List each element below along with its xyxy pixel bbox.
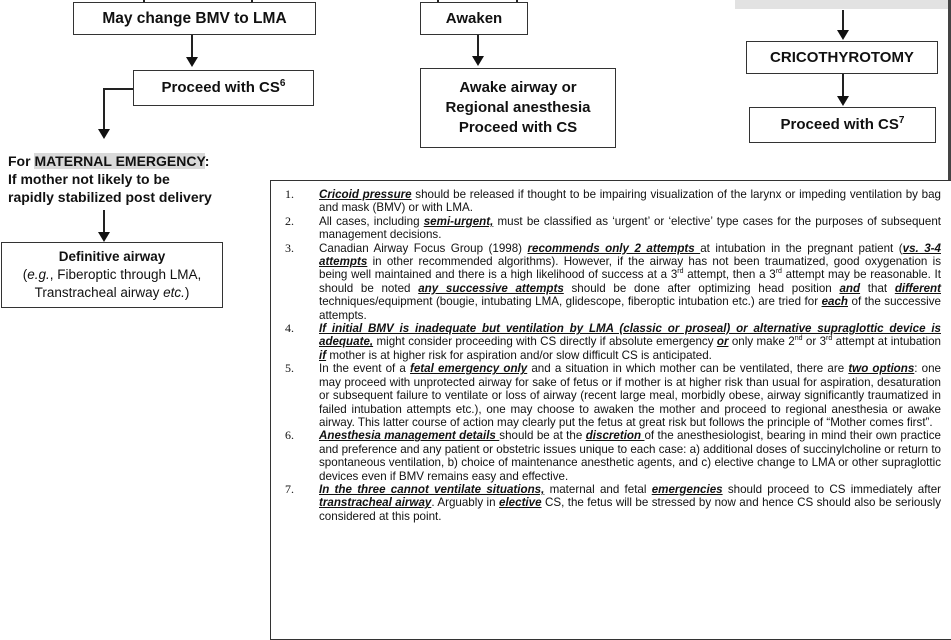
arrow-down-icon [837,96,849,106]
elective-cs-box-partial [735,0,948,9]
box-label: CRICOTHYROTOMY [770,48,914,66]
note-item: 7. In the three cannot ventilate situations, maternal and fetal emergencies should proceed to CS immediately after transtracheal airway. Arguably in elective CS, the fetus will be stressed by now and hence CS should also be seriously considered at this point. [285,481,942,523]
connector-line [191,35,193,59]
arrow-down-icon [98,232,110,242]
connector-line [842,74,844,98]
maternal-emergency-highlight: MATERNAL EMERGENCY [34,153,205,169]
arrow-down-icon [472,56,484,66]
box-definitive-airway: Definitive airway (e.g., Fiberoptic through LMA, Transtracheal airway etc.) [1,242,223,308]
box-label: Proceed with $CS^7$ [780,115,905,133]
connector-line [103,210,105,234]
note-item: 1. Cricoid pressure should be released if thought to be impairing visualization of the larynx or impeding ventilation by bag and mask (BMV) or with LMA. [285,187,941,215]
box-change-bmv-to-lma [73,2,316,35]
note-item: 2. All cases, including semi-urgent, must be classified as ‘urgent’ or ‘elective’ type cases for the purposes of subsequent management decisions. [285,213,941,242]
connector-line [477,35,479,58]
box-label: Awaken [445,9,503,27]
footnotes-panel [270,180,951,640]
box-label: May change BMV to LMA [102,9,287,27]
box-proceed-cs-6 [133,70,314,106]
box-awaken [420,2,528,35]
note-item: 6. Anesthesia management details should be at the discretion of the anesthesiologist, bearing in mind their own practice and preference and any patient or obstetric issues unique to each case: a) additional doses of succinylcholine or return to spontaneous ventilation, b) choice of maintenance anesthetic agents, and c) elective change to LMA or other supraglottic devices even if BMV remains easy and effective. [285,428,941,483]
note-item: 3. Canadian Airway Focus Group (1998) recommends only 2 attempts at intubation in the pregnant patient (vs. 3-4 attempts in other recommended algorithms). However, if the airway has not been traumatized, good oxygenation is being well maintained and there is a high likelihood of success at a 3rd attempt, then a 3rd attempt may be reasonable. It should be noted any successive attempts should be done after optimizing head position and that different techniques/equipment (bougie, intubating LMA, glidescope, fiberoptic intubation etc.) are tried for each of the successive attempts. [285,240,941,322]
connector-line [103,88,133,90]
box-awake-airway: Awake airway or Regional anesthesia Proceed with CS [420,68,616,148]
note-item: 4. If initial BMV is inadequate but ventilation by LMA (classic or proseal) or alternative supraglottic device is adequate, might consider proceeding with CS directly if absolute emergency or only make 2nd or 3rd attempt at intubation if mother is at higher risk for aspiration and/or slow difficult CS is anticipated. [285,321,942,362]
note-item: 5. In the event of a fetal emergency only and a situation in which mother can be ventilated, there are two options: one may proceed with unprotected airway for sake of fetus or if mother is at higher risk than usual for aspiration, desaturation or subsequent failure to ventilate or loss of airway (recent large meal, morbidly obese, airway significantly traumatized in failed intubation attempts etc.), one may choose to awaken the mother and proceed to regional anesthesia or awake airway. This latter course of action may clearly put the fetus at great risk but follows the principle of “Mother comes first”. [285,361,941,429]
arrow-down-icon [186,57,198,67]
box-proceed-cs-7 [749,107,936,143]
box-label: Proceed with $CS^6$ [161,78,286,96]
arrow-down-icon [98,129,110,139]
connector-line [842,10,844,32]
arrow-down-icon [837,30,849,40]
box-cricothyrotomy [746,41,938,74]
maternal-emergency-label: For MATERNAL EMERGENCY: If mother not likely to be rapidly stabilized post delivery [8,153,212,205]
connector-line [103,88,105,131]
